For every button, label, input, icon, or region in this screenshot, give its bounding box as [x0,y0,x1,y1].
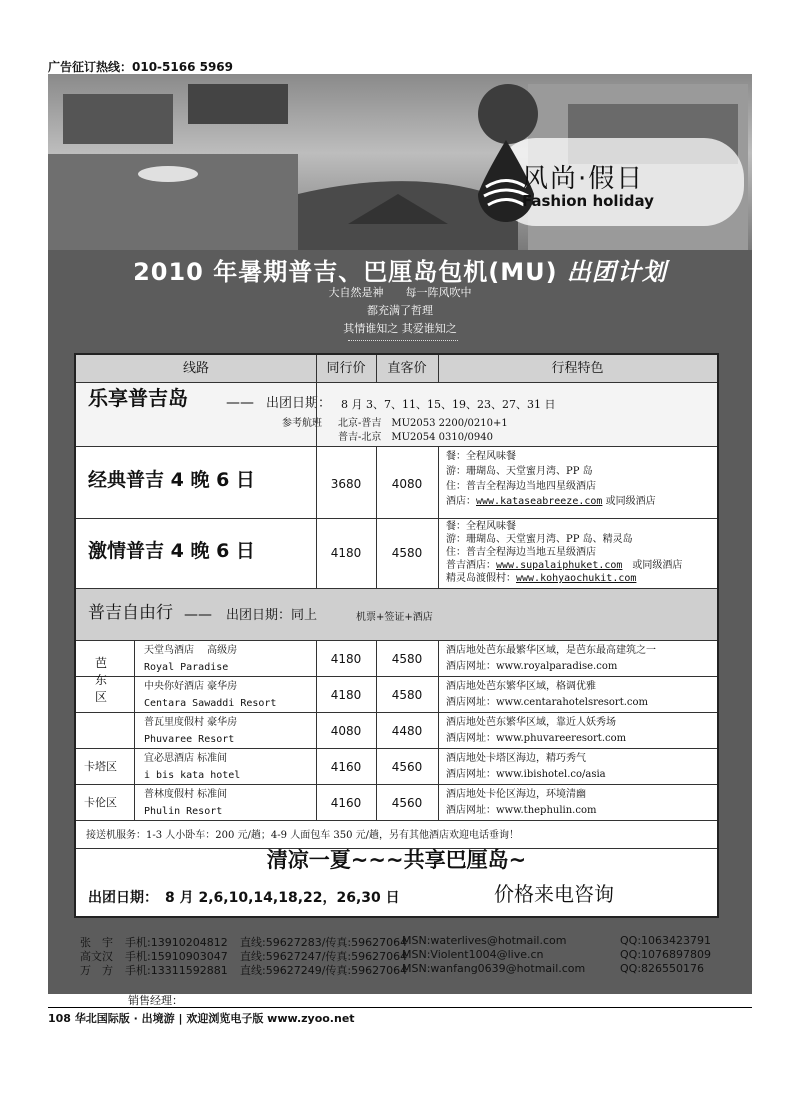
route-hotel-label: 酒店： [446,496,476,507]
col-divider [438,447,439,589]
route-direct-price: 4580 [391,546,423,560]
hotel-peer-price: 4180 [330,652,362,666]
flight-outbound: 北京-普吉 MU2053 2200/0210+1 [338,418,508,429]
route-hotel-link[interactable]: www.supalaiphuket.com [496,560,623,571]
hotel-peer-price: 4160 [330,796,362,810]
section2-dash: —— [184,607,212,623]
hotel-site[interactable]: 酒店网址：www.centarahotelsresort.com [446,697,649,708]
area-patong-char: 区 [94,690,107,704]
hotel-site[interactable]: 酒店网址：www.ibishotel.co/asia [446,769,606,780]
sales-mobile: 手机:13311592881 [125,964,228,977]
hotel-name-en: Royal Paradise [144,662,229,673]
hotel-peer-price: 4080 [330,724,362,738]
hotel-desc: 酒店地处芭东最繁华区域，是芭东最高建筑之一 [446,645,656,656]
col-divider [438,355,439,383]
sales-tel: 直线:59627247/传真:59627064 [240,950,408,963]
section1-dates: 8 月 3、7、11、15、19、23、27、31 日 [341,398,556,411]
hotel-desc: 酒店地处卡塔区海边，精巧秀气 [446,753,586,764]
ad-hotline: 广告征订热线：010-5166 5969 [48,60,234,74]
sales-msn[interactable]: MSN:waterlives@hotmail.com [402,934,567,947]
bali-dates: 出团日期： 8 月 2,6,10,14,18,22，26,30 日 [88,890,400,906]
route-peer-price: 4180 [330,546,362,560]
sales-tel: 直线:59627283/传真:59627064 [240,936,408,949]
hotel-site[interactable]: 酒店网址：www.thephulin.com [446,805,597,816]
route-hotel-2 [446,572,636,585]
hotel-direct-price: 4560 [391,760,423,774]
hotel-row [76,677,717,713]
hotel-direct-price: 4480 [391,724,423,738]
header-route: 线路 [182,361,209,376]
sales-tel: 直线:59627249/传真:59627064 [240,964,408,977]
transfer-row [76,821,717,849]
area-karon: 卡伦区 [84,796,117,809]
sales-qq: QQ:1076897809 [620,948,712,961]
col-divider [316,447,317,589]
sales-msn[interactable]: MSN:wanfang0639@hotmail.com [402,962,586,975]
headline [48,252,752,287]
bali-row [76,849,717,918]
sales-person [80,948,750,962]
brand-name-cn: 风尚·假日 [522,164,645,194]
area-patong-char: 东 [94,673,107,687]
area-patong-char: 芭 [94,656,107,670]
resort-photo-banner [48,74,752,250]
poem-line-3: 其情谁知之 其爱谁知之 [343,322,457,335]
poem-line-1: 大自然是神 每一阵风吹中 [328,286,472,299]
flight-label: 参考航班 [282,418,322,429]
route-hotel-2-label: 精灵岛渡假村： [446,573,516,584]
hotel-peer-price: 4180 [330,688,362,702]
route-hotel-alt: 或同级酒店 [622,560,683,571]
hotel-name-cn: 普林度假村 标准间 [144,789,228,800]
brand-name-en: Fashion holiday [522,192,654,210]
page-footer [48,1007,752,1026]
sales-person [80,934,750,948]
hotel-name-en: Phuvaree Resort [144,734,235,745]
section-free-travel [76,589,717,641]
sales-qq: QQ:1063423791 [620,934,712,947]
col-divider [316,355,317,447]
hotel-row [76,785,717,821]
sales-mobile: 手机:15910903047 [125,950,228,963]
hotel-name-cn: 中央你好酒店 豪华房 [144,681,238,692]
hotel-site[interactable]: 酒店网址：www.phuvareeresort.com [446,733,627,744]
bali-price: 价格来电咨询 [494,882,614,906]
hotel-desc: 酒店地处卡伦区海边，环境清幽 [446,789,586,800]
footer-text: 华北国际版 · 出境游 | 欢迎浏览电子版 www.zyoo.net [74,1012,355,1025]
sales-name: 张 宇 [80,936,113,949]
table-header [76,355,717,383]
sales-contact-list [80,934,750,994]
hotel-row [76,749,717,785]
route-hotel [446,495,656,508]
hotel-site[interactable]: 酒店网址：www.royalparadise.com [446,661,618,672]
section2-note: 机票+签证+酒店 [356,612,433,623]
route-hotel [446,559,682,572]
col-divider [134,641,135,821]
hotel-peer-price: 4160 [330,760,362,774]
route-name: 经典普吉 4 晚 6 日 [88,469,255,491]
poem-line-2: 都充满了哲理 [367,304,433,317]
col-divider [438,641,439,821]
route-tour: 游：珊瑚岛、天堂蜜月湾、PP 岛 [446,466,593,477]
route-hotel-2-link[interactable]: www.kohyaochukit.com [516,573,637,584]
sales-person [80,962,750,976]
hotel-desc: 酒店地处芭东繁华区域，格调优雅 [446,681,596,692]
section1-dash: —— [226,395,254,411]
section2-name: 普吉自由行 [88,603,173,623]
header-features: 行程特色 [551,361,604,376]
route-hotel-alt: 或同级酒店 [602,496,656,507]
hotel-name-cn: 天堂鸟酒店 高级房 [144,645,238,656]
hotel-direct-price: 4580 [391,688,423,702]
col-divider [376,447,377,589]
route-tour: 游：珊瑚岛、天堂蜜月湾、PP 岛、精灵岛 [446,534,633,545]
sales-label: 销售经理： [128,994,183,1007]
header-direct-price: 直客价 [387,361,427,376]
route-hotel-label: 普吉酒店： [446,560,496,571]
route-meal: 餐：全程风味餐 [446,451,516,462]
route-row [76,519,717,589]
hotel-desc: 酒店地处芭东繁华区域，靠近人妖秀场 [446,717,616,728]
route-name: 激情普吉 4 晚 6 日 [88,540,255,562]
hotel-row [76,713,717,749]
section2-date-label: 出团日期：同上 [226,608,318,623]
route-hotel-link[interactable]: www.kataseabreeze.com [476,496,603,507]
header-peer-price: 同行价 [326,361,366,376]
hotel-name-en: i bis kata hotel [144,770,241,781]
hotel-direct-price: 4560 [391,796,423,810]
bali-slogan: 清凉一夏~~~共享巴厘岛~ [266,848,527,872]
route-stay: 住：普吉全程海边当地五星级酒店 [446,547,596,558]
itinerary-table [74,353,719,918]
headline-tail: 出团计划 [566,257,667,286]
section1-date-label: 出团日期： [266,396,332,411]
sales-mobile: 手机:13910204812 [125,936,228,949]
route-row [76,447,717,519]
sales-name: 高文汉 [80,950,113,963]
flight-return: 普吉-北京 MU2054 0310/0940 [338,432,493,443]
hotel-name-en: Centara Sawaddi Resort [144,698,277,709]
divider [348,340,458,341]
transfer-service: 接送机服务：1-3 人小卧车：200 元/趟；4-9 人面包车 350 元/趟，另有其他酒店欢迎电话垂询！ [86,830,520,841]
sales-msn[interactable]: MSN:Violent1004@live.cn [402,948,544,961]
col-divider [376,641,377,821]
sales-qq: QQ:826550176 [620,962,705,975]
route-stay: 住：普吉全程海边当地四星级酒店 [446,481,596,492]
headline-main: 2010 年暑期普吉、巴厘岛包机(MU) [133,258,558,286]
hotel-name-cn: 普瓦里度假村 豪华房 [144,717,238,728]
area-kata: 卡塔区 [84,760,117,773]
hotel-direct-price: 4580 [391,652,423,666]
section-phuket-fun [76,383,717,447]
hotel-name-en: Phulin Resort [144,806,223,817]
area-patong [86,655,116,706]
route-direct-price: 4080 [391,477,423,491]
section1-name: 乐享普吉岛 [88,386,188,410]
col-divider [316,641,317,821]
sales-name: 万 方 [80,964,113,977]
hotel-row [76,641,717,677]
route-peer-price: 3680 [330,477,362,491]
hotel-name-cn: 宜必思酒店 标准间 [144,753,228,764]
route-meal: 餐：全程风味餐 [446,521,516,532]
col-divider [376,355,377,383]
page-number: 108 [48,1012,71,1025]
